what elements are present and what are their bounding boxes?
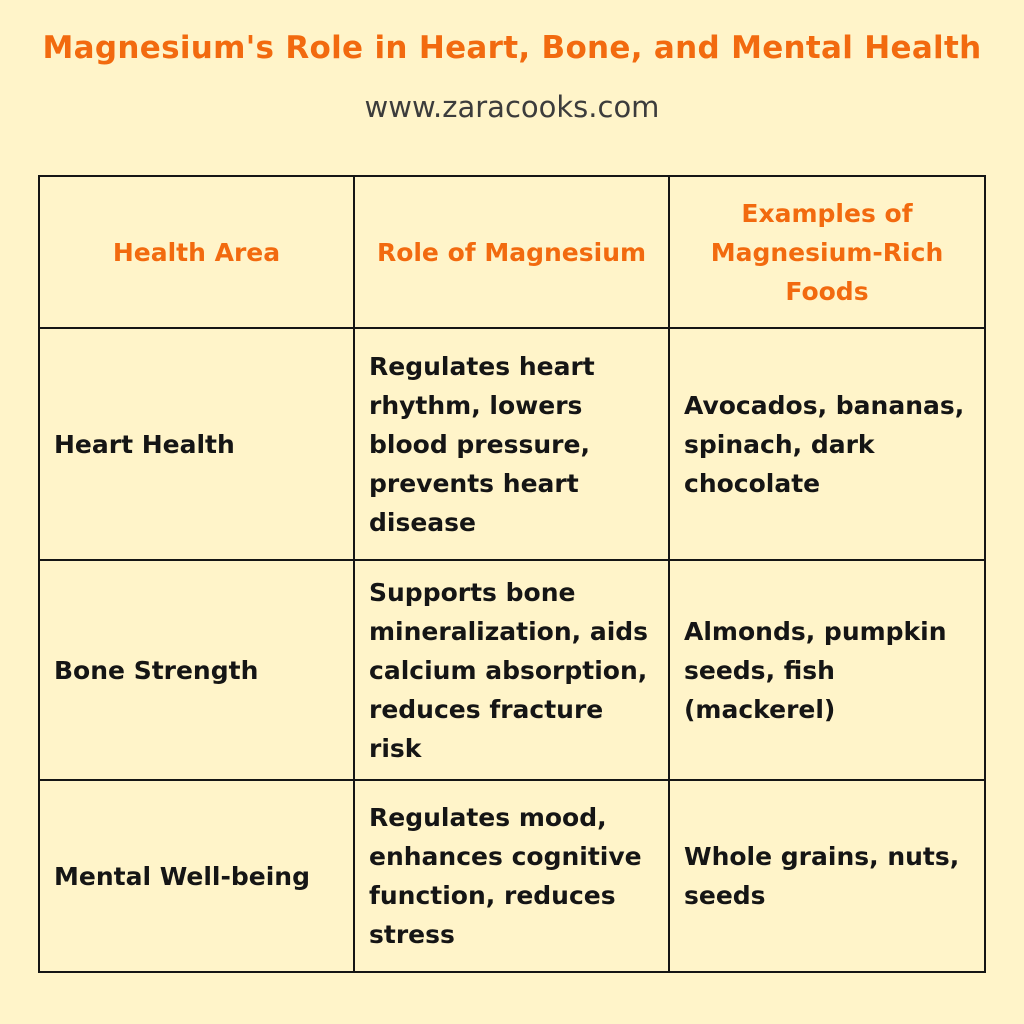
foods-cell: Avocados, bananas, spinach, dark chocolate: [669, 328, 985, 560]
column-header-health-area: Health Area: [39, 176, 354, 328]
page-title: Magnesium's Role in Heart, Bone, and Mental Health: [42, 30, 982, 66]
table-row: [39, 780, 985, 972]
column-header-foods: Examples of Magnesium-Rich Foods: [669, 176, 985, 328]
health-area-cell: Heart Health: [39, 328, 354, 560]
role-cell: Regulates heart rhythm, lowers blood pressure, prevents heart disease: [354, 328, 669, 560]
website-url: www.zaracooks.com: [364, 90, 660, 124]
role-cell: Supports bone mineralization, aids calcium absorption, reduces fracture risk: [354, 560, 669, 780]
magnesium-table: [38, 175, 986, 973]
health-area-cell: Bone Strength: [39, 560, 354, 780]
table-row: [39, 560, 985, 780]
table-row: [39, 328, 985, 560]
column-header-role: Role of Magnesium: [354, 176, 669, 328]
health-area-cell: Mental Well-being: [39, 780, 354, 972]
foods-cell: Whole grains, nuts, seeds: [669, 780, 985, 972]
foods-cell: Almonds, pumpkin seeds, fish (mackerel): [669, 560, 985, 780]
role-cell: Regulates mood, enhances cognitive function, reduces stress: [354, 780, 669, 972]
table-header-row: [39, 176, 985, 328]
